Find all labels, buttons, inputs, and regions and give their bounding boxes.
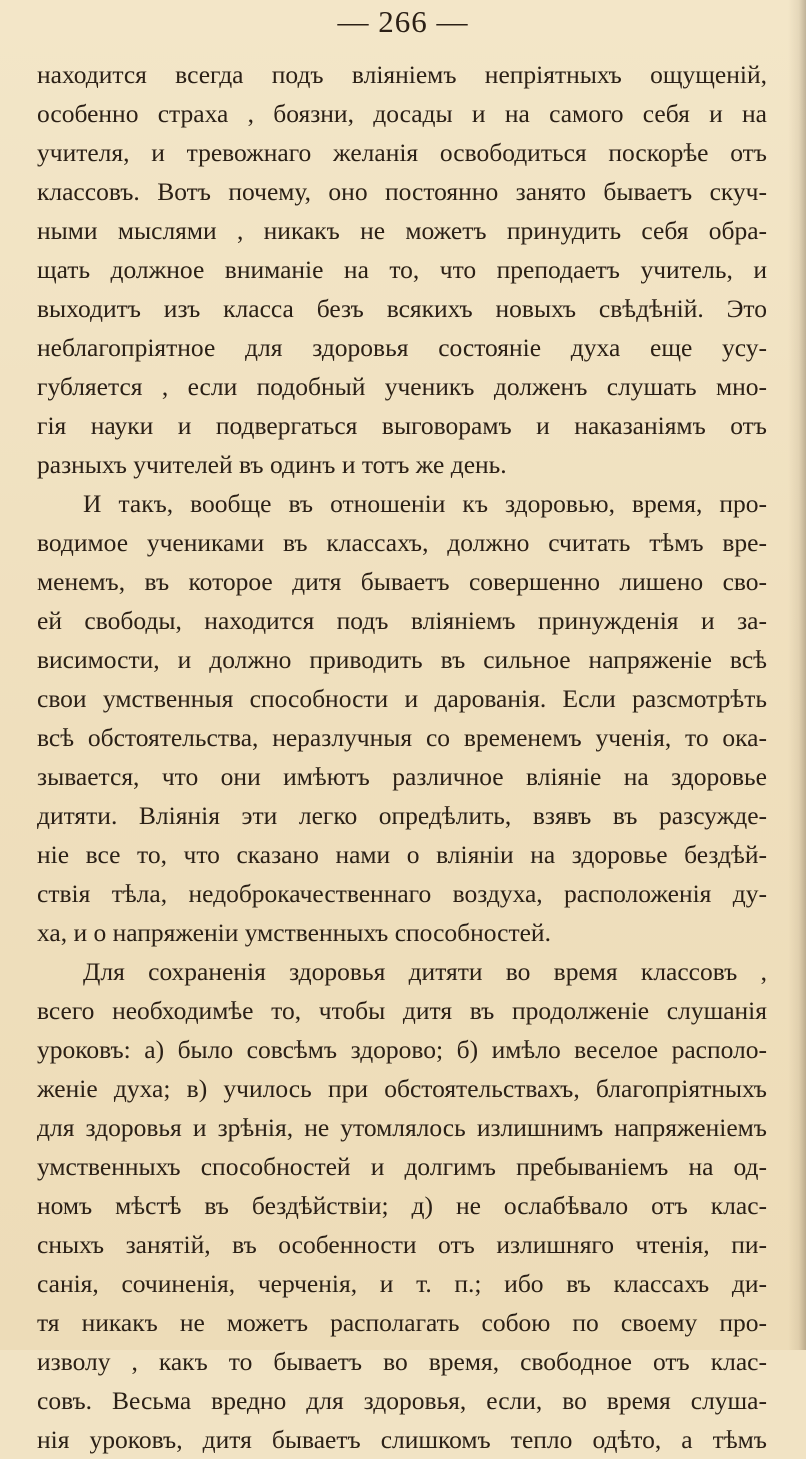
text-line: выходитъ изъ класса безъ всякихъ новыхъ свѣдѣній. Это — [37, 294, 767, 323]
text-line: санія, сочиненія, черченія, и т. п.; ибо въ классахъ ди- — [37, 1269, 767, 1298]
text-line: ными мыслями , никакъ не можетъ принудить себя обра- — [37, 216, 767, 245]
text-line: женіе духа; в) училось при обстоятельствахъ, благопріятныхъ — [37, 1074, 767, 1103]
text-line: уроковъ: а) было совсѣмъ здорово; б) имѣло веселое располо- — [37, 1035, 767, 1064]
text-line: учителя, и тревожнаго желанія освободиться поскорѣе отъ — [37, 138, 767, 167]
body-text — [37, 55, 767, 1459]
text-line: находится всегда подъ вліяніемъ непріятныхъ ощущеній, — [37, 60, 767, 89]
text-line: Для сохраненія здоровья дитяти во время классовъ , — [83, 957, 767, 986]
text-line: ніе все то, что сказано нами о вліяніи на здоровье бездѣй- — [37, 840, 767, 869]
text-line: менемъ, въ которое дитя бываетъ совершенно лишено сво- — [37, 567, 767, 596]
text-line: водимое учениками въ классахъ, должно считать тѣмъ вре- — [37, 528, 767, 557]
text-line: щать должное вниманіе на то, что преподаетъ учитель, и — [37, 255, 767, 284]
text-line: всего необходимѣе то, чтобы дитя въ продолженіе слушанія — [37, 996, 767, 1025]
text-line: губляется , если подобный ученикъ долженъ слушать мно- — [37, 372, 767, 401]
text-line: для здоровья и зрѣнія, не утомлялось излишнимъ напряженіемъ — [37, 1113, 767, 1142]
text-line: ей свободы, находится подъ вліяніемъ принужденія и за- — [37, 606, 767, 635]
text-line: изволу , какъ то бываетъ во время, свободное отъ клас- — [37, 1347, 767, 1376]
text-line: неблагопріятное для здоровья состояніе духа еще усу- — [37, 333, 767, 362]
text-line: тя никакъ не можетъ располагать собою по своему про- — [37, 1308, 767, 1337]
text-line: свои умственныя способности и дарованія. Если разсмотрѣть — [37, 684, 767, 713]
text-line: гія науки и подвергаться выговорамъ и наказаніямъ отъ — [37, 411, 767, 440]
text-line: висимости, и должно приводить въ сильное напряженіе всѣ — [37, 645, 767, 674]
text-line: номъ мѣстѣ въ бездѣйствіи; д) не ослабѣвало отъ клас- — [37, 1191, 767, 1220]
text-line: умственныхъ способностей и долгимъ пребываніемъ на од- — [37, 1152, 767, 1181]
text-line: совъ. Весьма вредно для здоровья, если, во время слуша- — [37, 1386, 767, 1415]
text-line: разныхъ учителей въ одинъ и тотъ же день. — [37, 450, 507, 479]
text-line: особенно страха , боязни, досады и на самого себя и на — [37, 99, 767, 128]
text-line: классовъ. Вотъ почему, оно постоянно занято бываетъ скуч- — [37, 177, 767, 206]
text-line: ха, и о напряженіи умственныхъ способностей. — [37, 918, 551, 947]
text-line: нія уроковъ, дитя бываетъ слишкомъ тепло одѣто, а тѣмъ — [37, 1425, 767, 1454]
page-number: — 266 — — [337, 4, 469, 39]
text-line: И такъ, вообще въ отношеніи къ здоровью, время, про- — [83, 489, 767, 518]
text-line: сныхъ занятій, въ особенности отъ излишняго чтенія, пи- — [37, 1230, 767, 1259]
text-line: ствія тѣла, недоброкачественнаго воздуха, расположенія ду- — [37, 879, 767, 908]
page-edge-shadow — [788, 0, 806, 1350]
text-line: дитяти. Вліянія эти легко опредѣлить, взявъ въ разсужде- — [37, 801, 767, 830]
text-line: всѣ обстоятельства, неразлучныя со временемъ ученія, то ока- — [37, 723, 767, 752]
text-line: зывается, что они имѣютъ различное вліяніе на здоровье — [37, 762, 767, 791]
